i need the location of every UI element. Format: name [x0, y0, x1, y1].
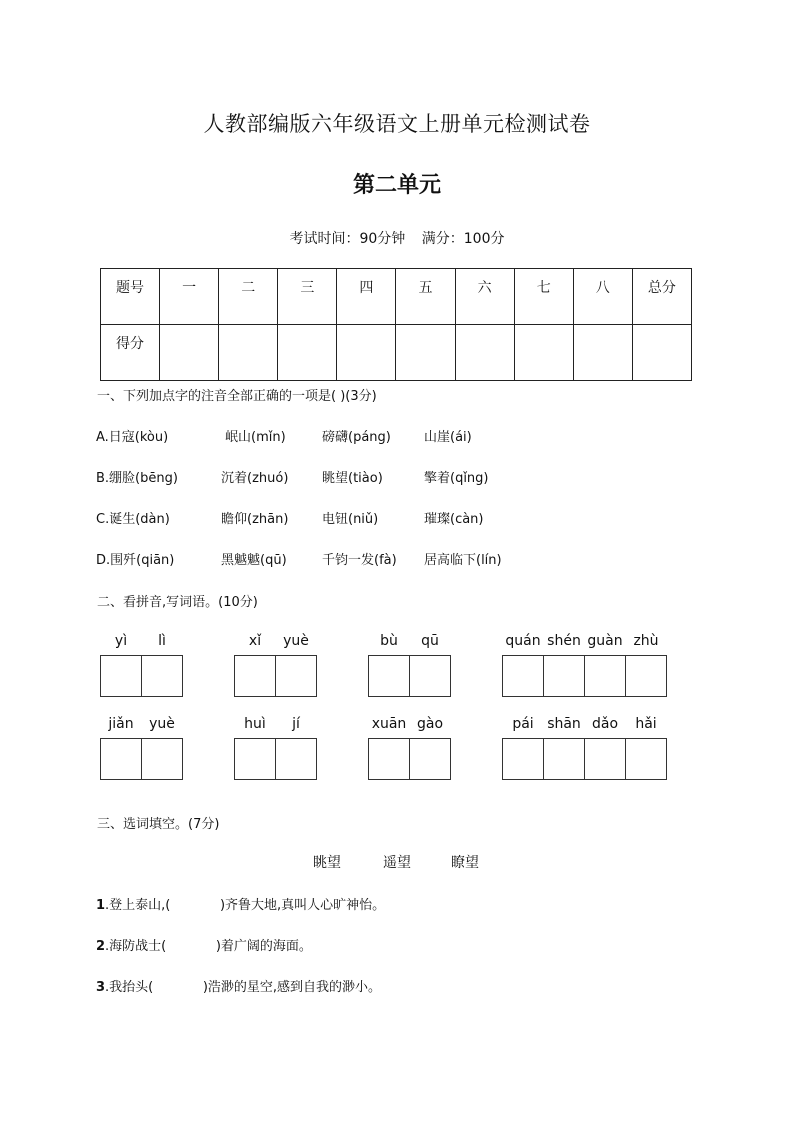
- writing-box[interactable]: [100, 738, 142, 780]
- writing-box[interactable]: [584, 655, 626, 697]
- score-blank-cell[interactable]: [278, 325, 337, 381]
- pinyin-label: pái: [512, 716, 534, 732]
- score-blank-cell[interactable]: [337, 325, 396, 381]
- writing-box[interactable]: [368, 655, 410, 697]
- table-cell: 八: [573, 269, 632, 325]
- pinyin-label: jí: [292, 716, 300, 732]
- pinyin-label: yì: [114, 633, 128, 649]
- sentence-number: 2: [96, 939, 106, 954]
- score-blank-cell[interactable]: [396, 325, 455, 381]
- option-item: 璀璨(càn): [424, 512, 484, 527]
- score-table-score-row: [101, 325, 692, 381]
- pinyin-label: gào: [416, 716, 444, 732]
- word-option: 眺望: [313, 855, 341, 871]
- option-item: 岷山(mǐn): [225, 430, 286, 445]
- question-1-heading: 一、下列加点字的注音全部正确的一项是( )(3分): [97, 389, 377, 404]
- fill-sentence[interactable]: [96, 935, 312, 954]
- table-cell: 七: [514, 269, 573, 325]
- writing-box[interactable]: [584, 738, 626, 780]
- question-2-heading: 二、看拼音,写词语。(10分): [97, 595, 258, 610]
- writing-box[interactable]: [100, 655, 142, 697]
- writing-box[interactable]: [409, 738, 451, 780]
- writing-box[interactable]: [275, 655, 317, 697]
- pinyin-group: [100, 716, 184, 782]
- option-item: 沉着(zhuó): [221, 471, 289, 486]
- pinyin-group: [502, 716, 670, 782]
- option-item: 山崖(ái): [424, 430, 472, 445]
- writing-box[interactable]: [234, 655, 276, 697]
- pinyin-label: dǎo: [591, 716, 619, 732]
- writing-box[interactable]: [625, 655, 667, 697]
- exam-info: [0, 228, 794, 248]
- writing-box[interactable]: [502, 738, 544, 780]
- pinyin-label: jiǎn: [108, 716, 134, 732]
- full-score: 满分：100分: [421, 231, 505, 247]
- word-option: 遥望: [383, 855, 411, 871]
- pinyin-group: [234, 633, 318, 699]
- pinyin-label: guàn: [587, 633, 623, 649]
- table-cell: 四: [337, 269, 396, 325]
- option-row-a[interactable]: [96, 426, 696, 444]
- pinyin-label: shān: [547, 716, 581, 732]
- option-row-c[interactable]: [96, 508, 696, 526]
- writing-box[interactable]: [502, 655, 544, 697]
- writing-box[interactable]: [368, 738, 410, 780]
- table-cell: 六: [455, 269, 514, 325]
- writing-box[interactable]: [543, 655, 585, 697]
- word-option: 瞭望: [451, 855, 479, 871]
- table-cell: 得分: [101, 325, 160, 381]
- option-item: 瞻仰(zhān): [221, 512, 289, 527]
- writing-box[interactable]: [141, 738, 183, 780]
- table-cell: 五: [396, 269, 455, 325]
- writing-box[interactable]: [141, 655, 183, 697]
- sentence-text: .登上泰山,( )齐鲁大地,真叫人心旷神怡。: [105, 898, 386, 913]
- writing-box[interactable]: [409, 655, 451, 697]
- writing-box[interactable]: [234, 738, 276, 780]
- table-cell: 二: [219, 269, 278, 325]
- score-table: [100, 268, 692, 381]
- option-item: 磅礴(páng): [322, 430, 391, 445]
- option-item: 眺望(tiào): [322, 471, 383, 486]
- score-blank-cell[interactable]: [455, 325, 514, 381]
- option-item: C.诞生(dàn): [96, 512, 170, 527]
- pinyin-label: yuè: [149, 716, 175, 732]
- option-item: A.日寇(kòu): [96, 430, 169, 445]
- pinyin-label: zhù: [633, 633, 659, 649]
- option-item: 居高临下(lín): [424, 553, 502, 568]
- unit-title: 第二单元: [352, 172, 441, 198]
- table-cell: 三: [278, 269, 337, 325]
- option-item: 电钮(niǔ): [322, 512, 379, 527]
- sentence-number: 1: [96, 898, 106, 913]
- question-3-heading: 三、选词填空。(7分): [97, 817, 220, 832]
- fill-sentence[interactable]: [96, 894, 385, 913]
- pinyin-label: shén: [547, 633, 581, 649]
- score-blank-cell[interactable]: [632, 325, 691, 381]
- table-cell: 题号: [101, 269, 160, 325]
- document-title: 人教部编版六年级语文上册单元检测试卷: [203, 112, 591, 136]
- writing-box[interactable]: [275, 738, 317, 780]
- sentence-text: .我抬头( )浩渺的星空,感到自我的渺小。: [105, 980, 382, 995]
- pinyin-group: [368, 633, 452, 699]
- exam-time: 考试时间：90分钟: [289, 231, 406, 247]
- score-blank-cell[interactable]: [219, 325, 278, 381]
- score-table-header-row: [101, 269, 692, 325]
- table-cell: 一: [160, 269, 219, 325]
- pinyin-group: [100, 633, 184, 699]
- pinyin-label: bù: [380, 633, 398, 649]
- writing-box[interactable]: [625, 738, 667, 780]
- pinyin-label: qū: [421, 633, 439, 649]
- pinyin-label: lì: [158, 633, 166, 649]
- pinyin-group: [368, 716, 452, 782]
- option-item: D.围歼(qiān): [96, 553, 175, 568]
- option-row-b[interactable]: [96, 467, 696, 485]
- pinyin-label: xǐ: [248, 633, 262, 649]
- pinyin-label: xuān: [371, 716, 407, 732]
- option-item: 擎着(qǐng): [424, 471, 489, 486]
- pinyin-label: yuè: [283, 633, 309, 649]
- fill-sentence[interactable]: [96, 976, 381, 995]
- table-cell: 总分: [632, 269, 691, 325]
- score-blank-cell[interactable]: [160, 325, 219, 381]
- pinyin-group: [234, 716, 318, 782]
- score-blank-cell[interactable]: [514, 325, 573, 381]
- sentence-text: .海防战士( )着广阔的海面。: [105, 939, 312, 954]
- option-item: 黑魆魆(qū): [221, 553, 287, 568]
- pinyin-group: [502, 633, 670, 699]
- score-blank-cell[interactable]: [573, 325, 632, 381]
- sentence-number: 3: [96, 980, 106, 995]
- pinyin-label: huì: [244, 716, 266, 732]
- writing-box[interactable]: [543, 738, 585, 780]
- option-row-d[interactable]: [96, 549, 696, 567]
- option-item: 千钧一发(fà): [322, 553, 397, 568]
- pinyin-label: quán: [505, 633, 541, 649]
- option-item: B.绷脸(bēng): [96, 471, 178, 486]
- pinyin-label: hǎi: [635, 716, 657, 732]
